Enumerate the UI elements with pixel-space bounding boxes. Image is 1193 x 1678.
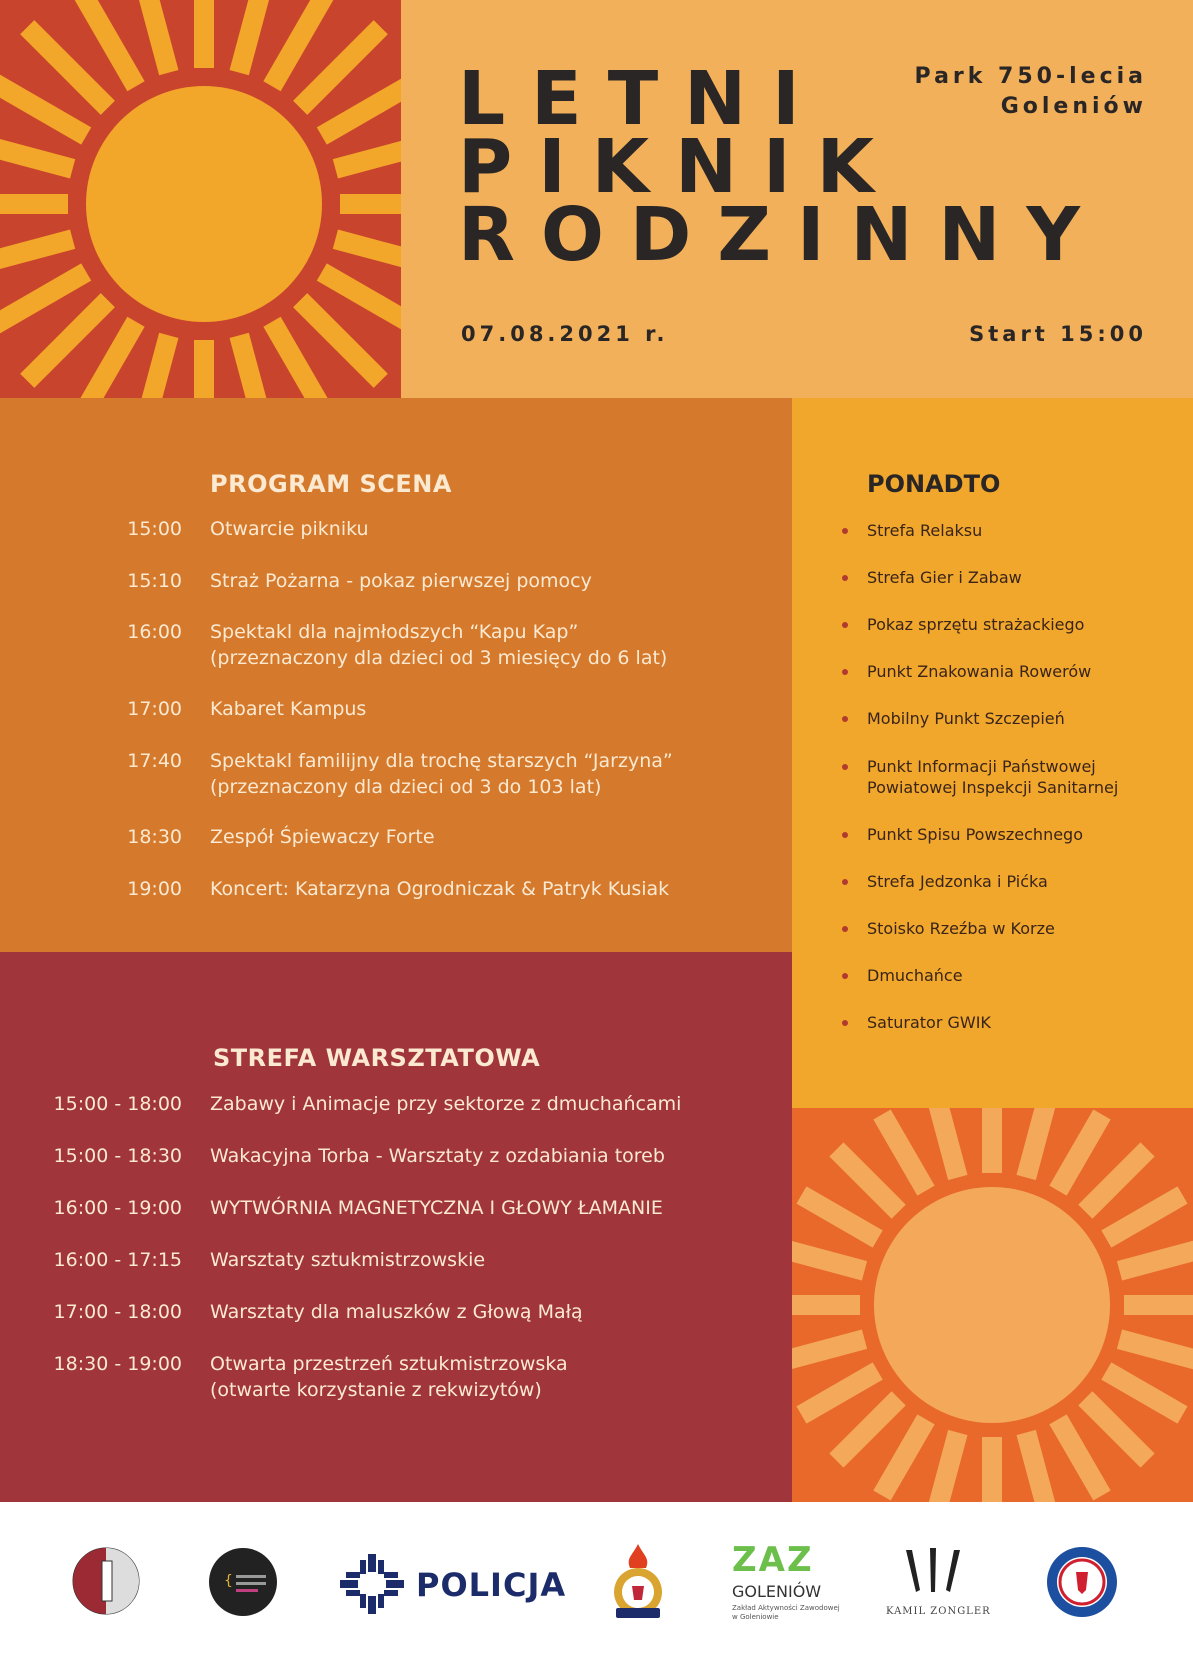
scena-desc	[210, 824, 770, 850]
fire-brigade-logo-icon	[606, 1542, 670, 1624]
ponadto-item: Mobilny Punkt Szczepień	[867, 709, 1065, 728]
bullet-icon	[842, 1020, 848, 1026]
sun-ray	[79, 0, 136, 86]
scena-desc	[210, 568, 770, 594]
ponadto-item-line-1: Punkt Informacji Państwowej	[867, 757, 1096, 776]
scena-desc	[210, 876, 770, 902]
sun-ray	[1026, 1433, 1049, 1502]
scena-time: 19:00	[127, 878, 182, 900]
warsztat-desc-line: Warsztaty dla maluszków z Głową Małą	[210, 1301, 583, 1323]
sun-ray	[239, 335, 269, 398]
sun-ray	[1058, 1419, 1102, 1495]
venue-line-1: Park 750-lecia	[914, 64, 1147, 89]
bullet-icon	[842, 764, 848, 770]
kamil-zongler-label: KAMIL ZONGLER	[886, 1606, 991, 1617]
scena-time: 17:40	[127, 750, 182, 772]
bullet-icon	[842, 926, 848, 932]
sun-ray	[27, 300, 108, 381]
sun-ray	[801, 1195, 877, 1239]
bullet-icon	[842, 669, 848, 675]
scena-time: 17:00	[127, 698, 182, 720]
scena-desc-line: Otwarcie pikniku	[210, 518, 369, 540]
warsztat-desc-line: Warsztaty sztukmistrzowskie	[210, 1249, 486, 1271]
sun-ray	[836, 1398, 898, 1460]
bullet-icon	[842, 622, 848, 628]
sun-ray	[272, 0, 329, 86]
sun-ray	[935, 1433, 958, 1502]
sun-ray	[1058, 1114, 1102, 1190]
svg-text:{: {	[224, 1573, 233, 1589]
scena-time: 15:00	[127, 518, 182, 540]
sun-icon	[0, 0, 401, 398]
bullet-icon	[842, 575, 848, 581]
warsztat-time: 16:00 - 19:00	[53, 1197, 182, 1219]
strefa-warsztatowa-title: STREFA WARSZTATOWA	[213, 1044, 541, 1072]
event-start: Start 15:00	[969, 322, 1147, 346]
scena-desc	[210, 748, 770, 800]
bullet-icon	[842, 832, 848, 838]
ponadto-item: Strefa Relaksu	[867, 521, 983, 540]
ponadto-item: Dmuchańce	[867, 966, 963, 985]
title-line-1: LETNI	[458, 56, 826, 142]
sun-icon	[792, 1108, 1193, 1502]
scena-desc	[210, 696, 770, 722]
venue-line-2: Goleniów	[1000, 94, 1147, 119]
sun-ray	[300, 27, 381, 108]
bullet-icon	[842, 973, 848, 979]
sun-ray	[139, 335, 169, 398]
sun-ray	[0, 239, 73, 269]
scena-desc-line: Straż Pożarna - pokaz pierwszej pomocy	[210, 570, 592, 592]
warsztat-desc	[210, 1351, 770, 1403]
sponsor-footer	[0, 1502, 1193, 1678]
bullet-icon	[842, 716, 848, 722]
scena-desc-line: Kabaret Kampus	[210, 698, 367, 720]
warsztat-desc-line: Zabawy i Animacje przy sektorze z dmuchańcami	[210, 1093, 682, 1115]
scena-desc-line: Spektakl dla najmłodszych “Kapu Kap”	[210, 621, 579, 643]
ponadto-item: Pokaz sprzętu strażackiego	[867, 615, 1085, 634]
sun-ray	[792, 1339, 864, 1362]
sun-ray	[801, 1371, 877, 1415]
sun-ray	[1085, 1398, 1147, 1460]
ponadto-item: Punkt Spisu Powszechnego	[867, 825, 1083, 844]
sun-ray	[0, 272, 86, 329]
sun-ray	[882, 1114, 926, 1190]
ponadto-item: Stoisko Rzeźba w Korze	[867, 919, 1055, 938]
sun-ray	[27, 27, 108, 108]
scena-desc-line: Koncert: Katarzyna Ogrodniczak & Patryk Kusiak	[210, 878, 670, 900]
bullet-icon	[842, 528, 848, 534]
event-date: 07.08.2021 r.	[461, 322, 669, 346]
scena-desc-line-2: (przeznaczony dla dzieci od 3 miesięcy do 6 lat)	[210, 647, 668, 669]
scena-desc-line: Zespół Śpiewaczy Forte	[210, 826, 435, 848]
sanepid-logo-icon	[1046, 1546, 1118, 1618]
bullet-icon	[842, 879, 848, 885]
sun-ray	[0, 79, 86, 136]
ponadto-item	[867, 756, 1167, 798]
scena-time: 16:00	[127, 621, 182, 643]
sun-ray	[1106, 1371, 1182, 1415]
sun-ray	[300, 300, 381, 381]
warsztat-desc-line: Wakacyjna Torba - Warsztaty z ozdabiania toreb	[210, 1145, 665, 1167]
warsztat-desc	[210, 1143, 770, 1169]
sun-ray	[239, 0, 269, 73]
warsztat-desc	[210, 1247, 770, 1273]
sun-ray	[792, 1248, 864, 1271]
zaz-logo-mark: ZAZ	[732, 1540, 814, 1580]
policja-star-icon	[338, 1552, 406, 1616]
sun-ray	[335, 139, 401, 169]
program-scena-title: PROGRAM SCENA	[210, 470, 452, 498]
sun-ray	[1120, 1248, 1193, 1271]
sun-ray	[1106, 1195, 1182, 1239]
warsztat-time: 17:00 - 18:00	[53, 1301, 182, 1323]
partner-logo-1-icon	[72, 1547, 140, 1615]
warsztat-desc-line-2: (otwarte korzystanie z rekwizytów)	[210, 1379, 542, 1401]
warsztat-time: 15:00 - 18:30	[53, 1145, 182, 1167]
ponadto-item-line-2: Powiatowej Inspekcji Sanitarnej	[867, 778, 1119, 797]
sun-core	[86, 86, 322, 322]
sun-core	[874, 1187, 1110, 1423]
warsztat-desc	[210, 1091, 770, 1117]
warsztat-time: 16:00 - 17:15	[53, 1249, 182, 1271]
sun-bottom-panel	[792, 1108, 1193, 1502]
scena-desc-line-2: (przeznaczony dla dzieci od 3 do 103 lat)	[210, 776, 602, 798]
strefa-warsztatowa-panel	[0, 952, 792, 1502]
sun-ray	[1120, 1339, 1193, 1362]
scena-desc	[210, 516, 770, 542]
sun-ray	[1085, 1149, 1147, 1211]
venue	[915, 62, 1147, 122]
zaz-city: GOLENIÓW	[732, 1582, 822, 1601]
title-line-2: PIKNIK	[458, 124, 900, 210]
ponadto-item: Punkt Znakowania Rowerów	[867, 662, 1092, 681]
zaz-subtitle-line-1: Zakład Aktywności Zawodowej	[732, 1604, 840, 1612]
title-line-3: RODZINNY	[458, 192, 1106, 278]
sun-ray	[0, 139, 73, 169]
partner-logo-2-icon	[208, 1547, 278, 1617]
warsztat-desc	[210, 1299, 770, 1325]
warsztat-desc	[210, 1195, 770, 1221]
juggling-clubs-icon	[898, 1546, 968, 1598]
ponadto-panel	[792, 398, 1193, 1108]
warsztat-time: 15:00 - 18:00	[53, 1093, 182, 1115]
sun-ray	[335, 239, 401, 269]
sun-ray	[1026, 1108, 1049, 1177]
zaz-subtitle-line-2: w Goleniowie	[732, 1613, 779, 1621]
ponadto-item: Strefa Gier i Zabaw	[867, 568, 1022, 587]
ponadto-title: PONADTO	[867, 470, 1001, 498]
ponadto-item: Strefa Jedzonka i Pićka	[867, 872, 1048, 891]
policja-label: POLICJA	[416, 1566, 567, 1604]
scena-time: 18:30	[127, 826, 182, 848]
warsztat-desc-line: WYTWÓRNIA MAGNETYCZNA I GŁOWY ŁAMANIE	[210, 1197, 663, 1219]
header-sun-panel	[0, 0, 401, 398]
zaz-subtitle	[732, 1604, 840, 1622]
warsztat-desc-line: Otwarta przestrzeń sztukmistrzowska	[210, 1353, 568, 1375]
ponadto-item: Saturator GWIK	[867, 1013, 991, 1032]
scena-desc	[210, 619, 770, 671]
scena-desc-line: Spektakl familijny dla trochę starszych “Jarzyna”	[210, 750, 673, 772]
sun-ray	[139, 0, 169, 73]
warsztat-time: 18:30 - 19:00	[53, 1353, 182, 1375]
scena-time: 15:10	[127, 570, 182, 592]
sun-ray	[836, 1149, 898, 1211]
program-scena-panel	[0, 398, 792, 952]
sun-ray	[935, 1108, 958, 1177]
sun-ray	[882, 1419, 926, 1495]
